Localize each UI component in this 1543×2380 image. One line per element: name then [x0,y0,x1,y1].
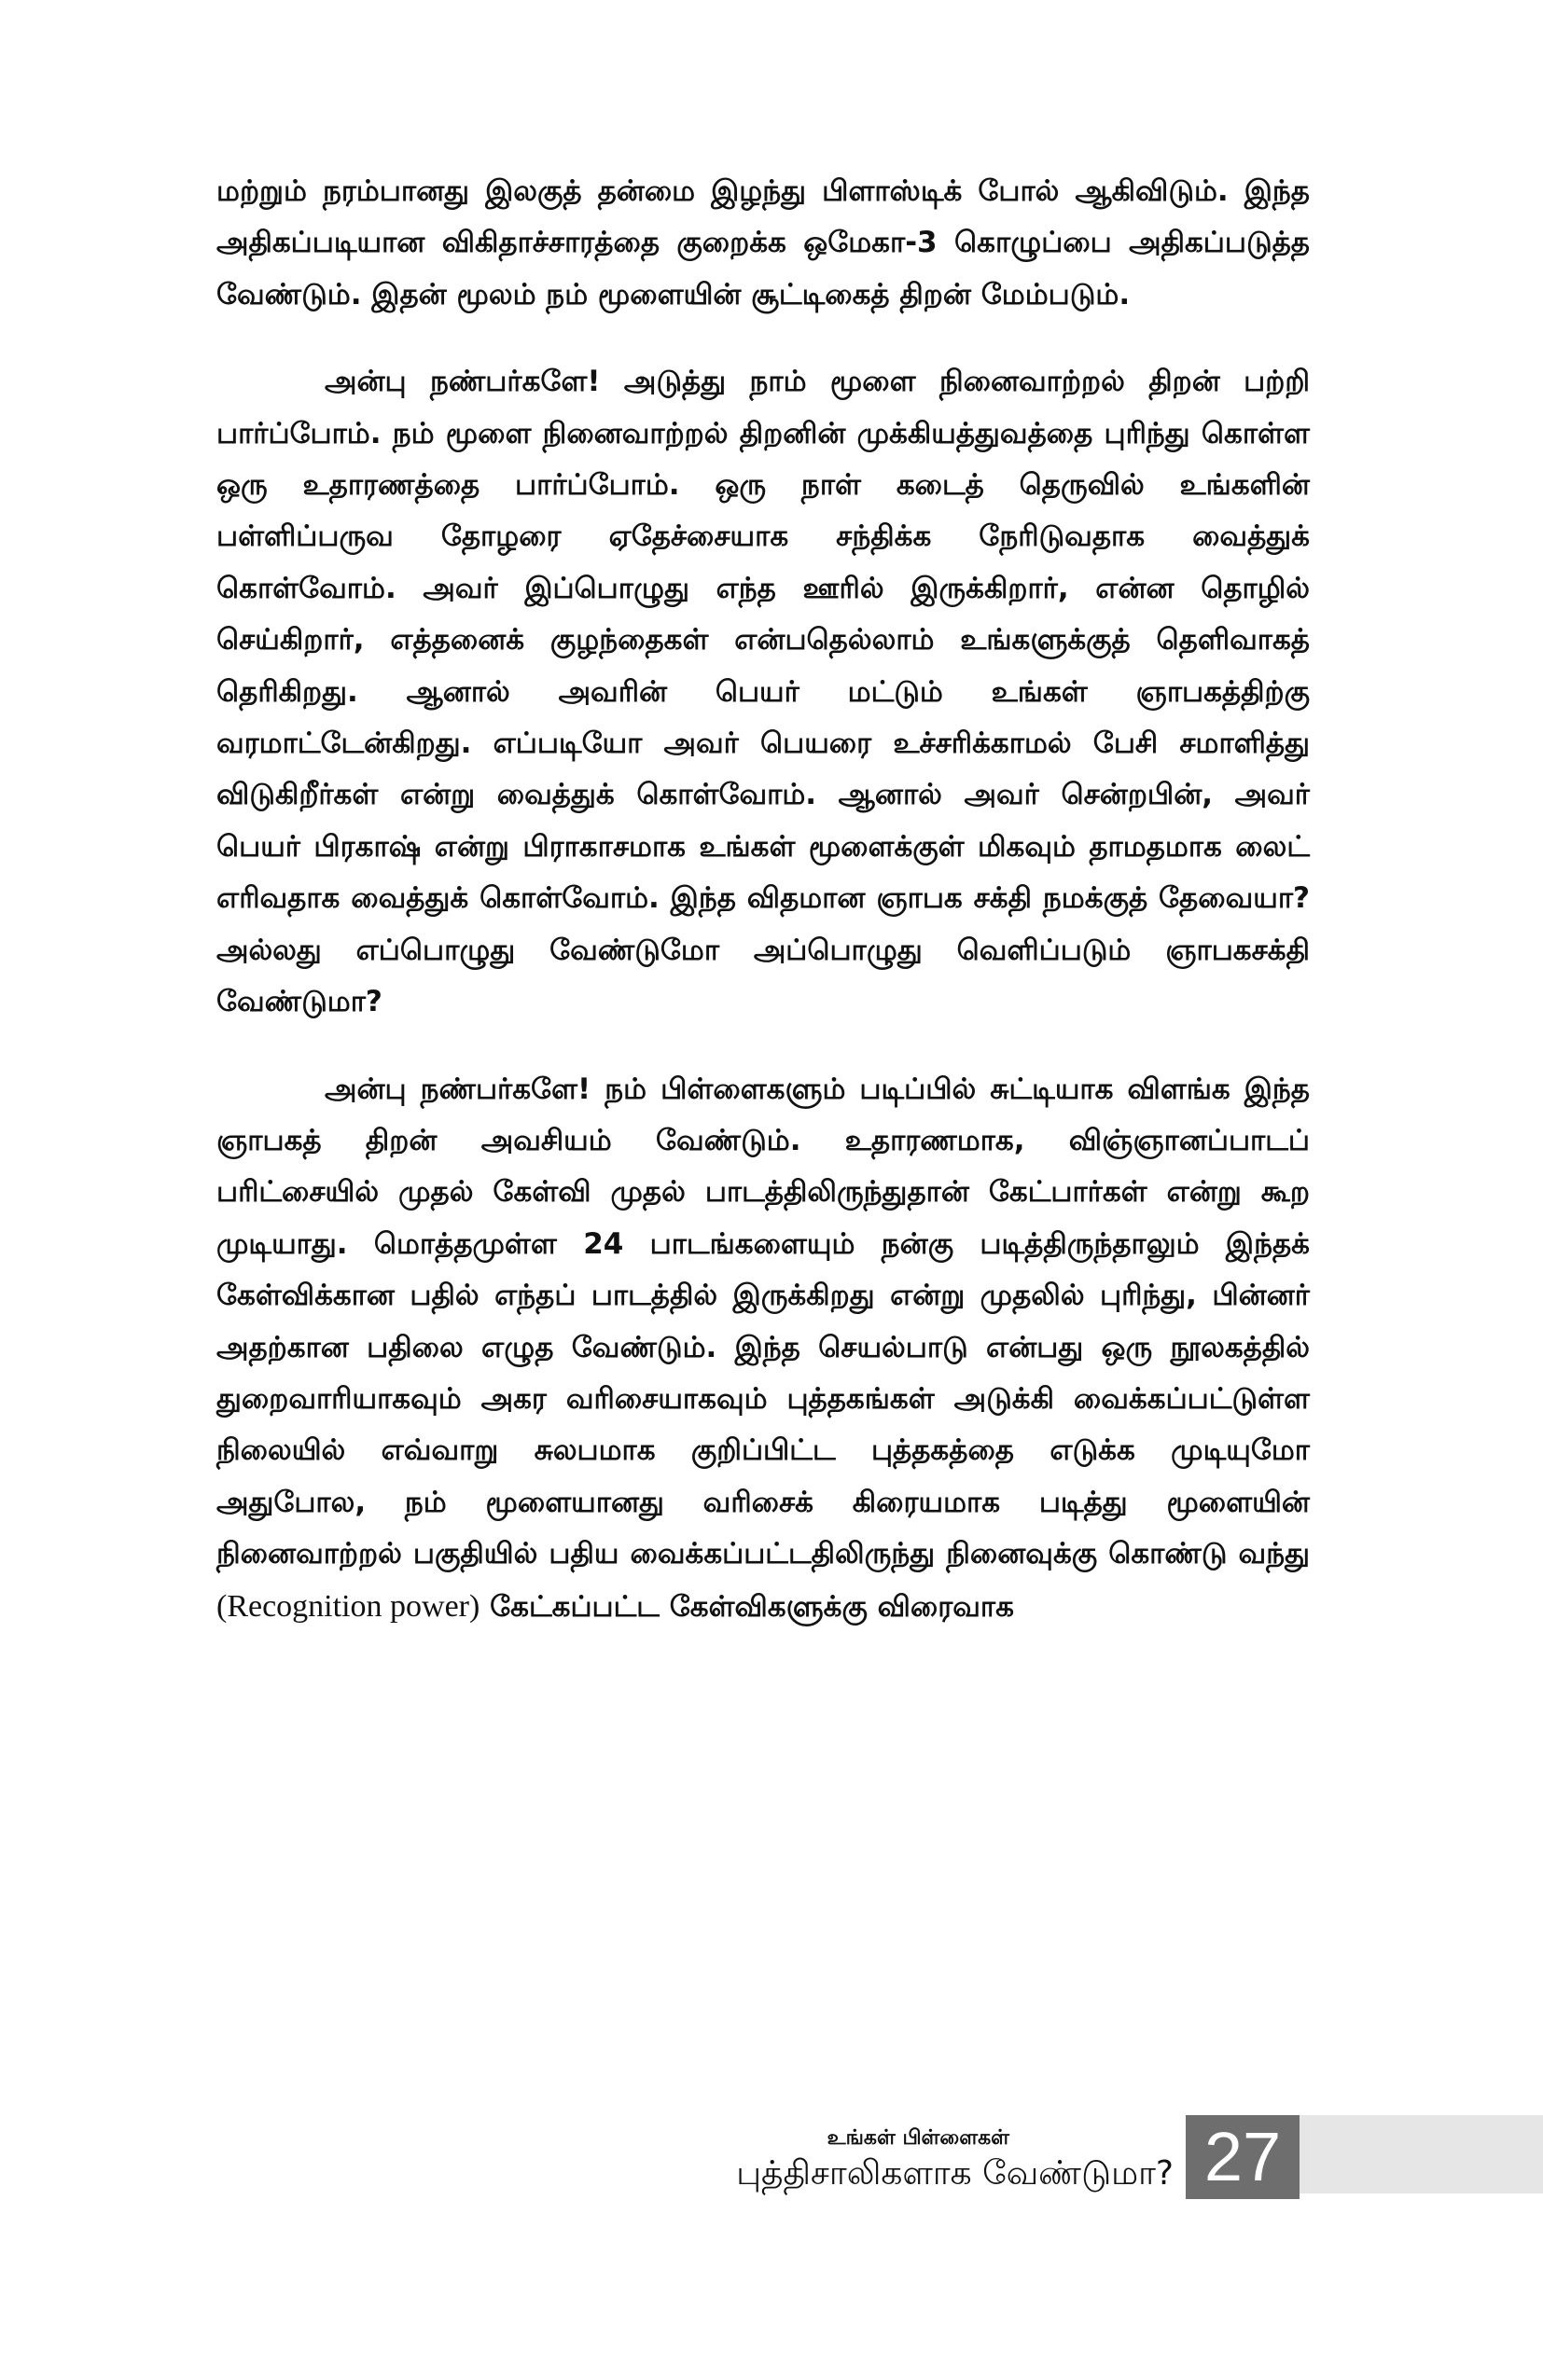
paragraph-3 [216,1064,1310,1633]
body-text [216,166,1310,1633]
paragraph-1: மற்றும் நரம்பானது இலகுத் தன்மை இழந்து பிளாஸ்டிக் போல் ஆகிவிடும். இந்த அதிகப்படியான விகிதாச்சாரத்தை குறைக்க ஒமேகா-3 கொழுப்பை அதிகப்படுத்த வேண்டும். இதன் மூலம் நம் மூளையின் சூட்டிகைத் திறன் மேம்படும். [216,174,1310,311]
book-subtitle: உங்கள் பிள்ளைகள் [827,2126,1009,2150]
paragraph-2: அன்பு நண்பர்களே! அடுத்து நாம் மூளை நினைவாற்றல் திறன் பற்றி பார்ப்போம். நம் மூளை நினைவாற்றல் திறனின் முக்கியத்துவத்தை புரிந்து கொள்ள ஒரு உதாரணத்தை பார்ப்போம். ஒரு நாள் கடைத் தெருவில் உங்களின் பள்ளிப்பருவ தோழரை ஏதேச்சையாக சந்திக்க நேரிடுவதாக வைத்துக் கொள்வோம். அவர் இப்பொழுது எந்த ஊரில் இருக்கிறார், என்ன தொழில் செய்கிறார், எத்தனைக் குழந்தைகள் என்பதெல்லாம் உங்களுக்குத் தெளிவாகத் தெரிகிறது. ஆனால் அவரின் பெயர் மட்டும் உங்கள் ஞாபகத்திற்கு வரமாட்டேன்கிறது. எப்படியோ அவர் பெயரை உச்சரிக்காமல் பேசி சமாளித்து விடுகிறீர்கள் என்று வைத்துக் கொள்வோம். ஆனால் அவர் சென்றபின், அவர் பெயர் பிரகாஷ் என்று பிராகாசமாக உங்கள் மூளைக்குள் மிகவும் தாமதமாக லைட் எரிவதாக வைத்துக் கொள்வோம். இந்த விதமான ஞாபக சக்தி நமக்குத் தேவையா? அல்லது எப்பொழுது வேண்டுமோ அப்பொழுது வெளிப்படும் ஞாபகசக்தி வேண்டுமா? [216,365,1310,1019]
book-title: புத்திசாலிகளாக வேண்டுமா? [736,2154,1174,2193]
footer-band [1272,2115,1543,2193]
latin-term: (Recognition power) [216,1588,480,1624]
page-number: 27 [1186,2115,1300,2199]
paragraph-3-text: அன்பு நண்பர்களே! நம் பிள்ளைகளும் படிப்பில் சுட்டியாக விளங்க இந்த ஞாபகத் திறன் அவசியம் வேண்டும். உதாரணமாக, விஞ்ஞானப்பாடப் பரிட்சையில் முதல் கேள்வி முதல் பாடத்திலிருந்துதான் கேட்பார்கள் என்று கூற முடியாது. மொத்தமுள்ள 24 பாடங்களையும் நன்கு படித்திருந்தாலும் இந்தக் கேள்விக்கான பதில் எந்தப் பாடத்தில் இருக்கிறது என்று முதலில் புரிந்து, பின்னர் அதற்கான பதிலை எழுத வேண்டும். இந்த செயல்பாடு என்பது ஒரு நூலகத்தில் துறைவாரியாகவும் அகர வரிசையாகவும் புத்தகங்கள் அடுக்கி வைக்கப்பட்டுள்ள நிலையில் எவ்வாறு சுலபமாக குறிப்பிட்ட புத்தகத்தை எடுக்க முடியுமோ அதுபோல, நம் மூளையானது வரிசைக் கிரையமாக படித்து மூளையின் நினைவாற்றல் பகுதியில் பதிய வைக்கப்பட்டதிலிருந்து நினைவுக்கு கொண்டு வந்து [216,1072,1310,1571]
paragraph-3-tail: கேட்கப்பட்ட கேள்விகளுக்கு விரைவாக [480,1589,1014,1624]
